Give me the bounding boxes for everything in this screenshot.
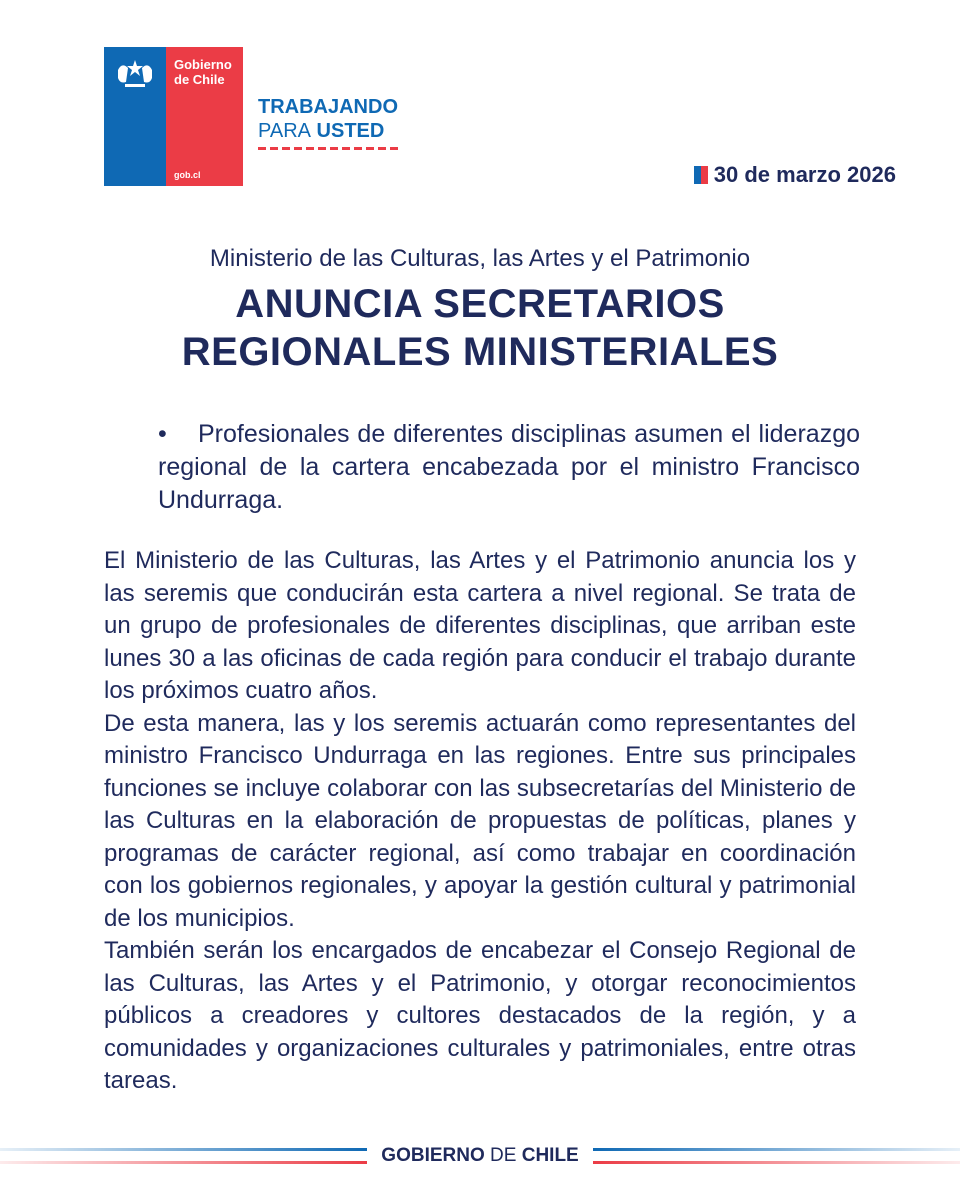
summary-bullet: • Profesionales de diferentes disciplinas asumen el liderazgo regional de la cartera encabezada por el ministro Francisco Undurraga. [158,420,860,514]
flag-icon [694,166,708,184]
footer-lines-left [0,1148,367,1164]
paragraph: De esta manera, las y los seremis actuarán como representantes del ministro Francisco Undurraga en las regiones. Entre sus principales funciones se incluye colaborar con las subsecretarías del Ministerio de las Culturas en la elaboración de propuestas de políticas, planes y programas de carácter regional, así como trabajar en coordinación con los gobiernos regionales, y apoyar la gestión cultural y patrimonial de los municipios. [104,709,856,932]
logo-url: gob.cl [174,170,201,180]
footer-lines-right [593,1148,960,1164]
bullet-icon: • [158,420,167,448]
slogan: TRABAJANDO PARA USTED [258,96,398,142]
ministry-name: Ministerio de las Culturas, las Artes y el Patrimonio [209,245,751,272]
article-body [104,545,856,1098]
headline: ANUNCIA SECRETARIOS REGIONALES MINISTERIALES [181,282,779,374]
logo-red-band [166,47,243,186]
paragraph: El Ministerio de las Culturas, las Artes y el Patrimonio anuncia los y las seremis que conducirán esta cartera a nivel regional. Se trata de un grupo de profesionales de diferentes disciplinas, que arriban este lunes 30 a las oficinas de cada región para conducir el trabajo durante los próximos cuatro años. [104,547,856,704]
paragraph: También serán los encargados de encabezar el Consejo Regional de las Culturas, las Artes y el Patrimonio, y otorgar reconocimientos públicos a creadores y cultores destacados de la región, y a comunidades y organizaciones culturales y patrimoniales, entre otras tareas. [104,937,856,1094]
footer-label: GOBIERNO DE CHILE [381,1145,579,1166]
logo-org-name: Gobierno de Chile [174,57,232,87]
footer [0,1143,960,1169]
slogan-divider [258,147,400,150]
coat-of-arms-icon [104,54,166,94]
publication-date: 30 de marzo 2026 [694,162,896,188]
